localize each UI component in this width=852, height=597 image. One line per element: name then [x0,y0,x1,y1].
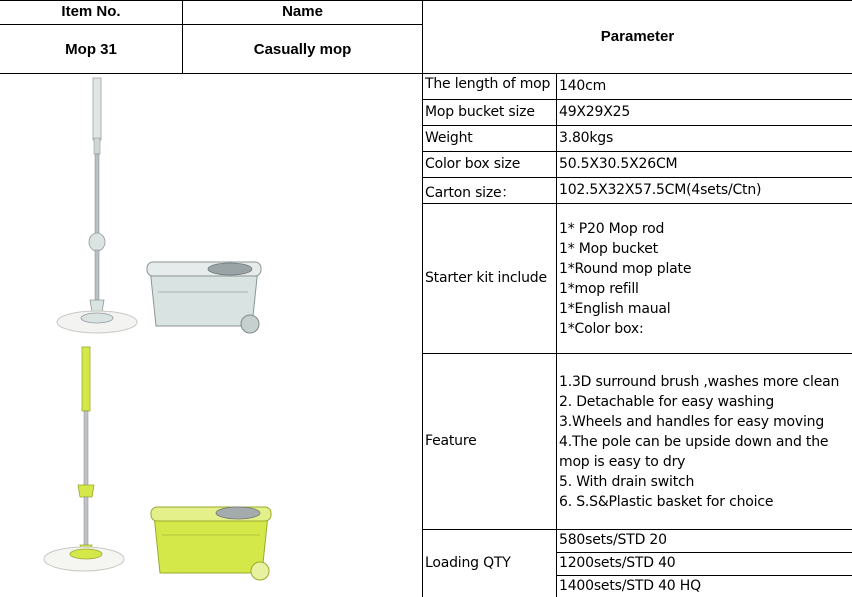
param-label-length: The length of mop [425,76,551,92]
feature-line: 2. Detachable for easy washing [559,394,775,410]
grey-mop-and-bucket-image [40,76,340,338]
starter-kit-item: 1* P20 Mop rod [559,221,665,237]
param-value-colorbox: 50.5X30.5X26CM [559,156,678,172]
loading-qty-value: 1400sets/STD 40 HQ [559,578,701,594]
name-value: Casually mop [253,41,352,58]
feature-line: 1.3D surround brush ,washes more clean [559,374,840,390]
param-label-colorbox: Color box size [425,156,521,172]
name-header: Name [282,3,323,20]
starter-kit-list [559,219,691,339]
loading-qty-label: Loading QTY [425,555,511,571]
loading-qty-value: 1200sets/STD 40 [559,555,676,571]
feature-label: Feature [425,433,477,449]
param-label-bucket: Mop bucket size [425,104,535,120]
feature-list [559,372,839,512]
starter-kit-label: Starter kit include [425,270,547,286]
green-mop-and-bucket-image [40,345,340,597]
param-label-weight: Weight [425,130,473,146]
param-value-weight: 3.80kgs [559,130,614,146]
item-no-value: Mop 31 [65,41,117,58]
feature-line: 6. S.S&Plastic basket for choice [559,494,774,510]
feature-line: 4.The pole can be upside down and the [559,434,829,450]
starter-kit-item: 1*Round mop plate [559,261,692,277]
param-value-carton: 102.5X32X57.5CM(4sets/Ctn) [559,182,762,198]
parameter-header: Parameter [600,28,675,45]
loading-qty-value: 580sets/STD 20 [559,532,667,548]
param-value-bucket: 49X29X25 [559,104,631,120]
param-value-length: 140cm [559,78,607,94]
starter-kit-item: 1*Color box: [559,321,644,337]
starter-kit-item: 1*mop refill [559,281,639,297]
feature-line: 5. With drain switch [559,474,695,490]
feature-line: 3.Wheels and handles for easy moving [559,414,825,430]
starter-kit-item: 1*English maual [559,301,671,317]
starter-kit-item: 1* Mop bucket [559,241,658,257]
param-label-carton: Carton size： [425,185,516,201]
item-no-header: Item No. [61,3,121,20]
feature-line: mop is easy to dry [559,454,686,470]
